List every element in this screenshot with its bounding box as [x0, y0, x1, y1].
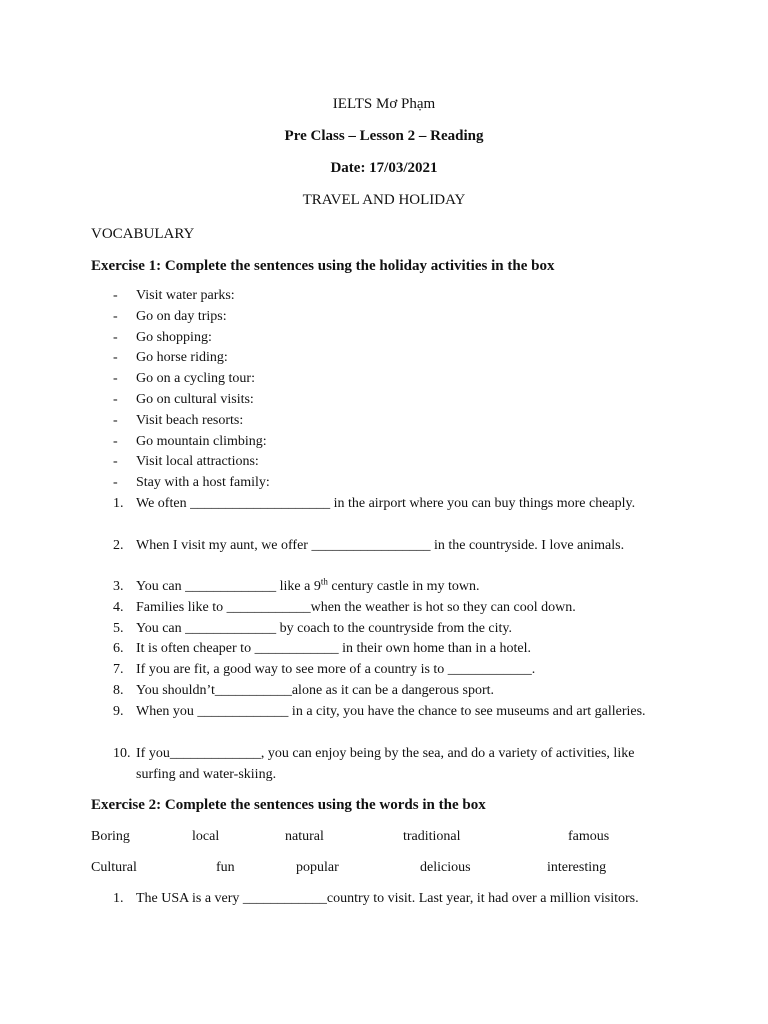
- exercise2-title: Exercise 2: Complete the sentences using the words in the box: [91, 797, 486, 813]
- exercise1-title: Exercise 1: Complete the sentences using the holiday activities in the box: [91, 258, 555, 274]
- list-item: - Go on cultural visits:: [113, 392, 254, 407]
- list-item: - Go on day trips:: [113, 308, 227, 324]
- list-item: - Visit water parks:: [113, 288, 235, 303]
- list-item: 6. It is often cheaper to ____________ in their own home than in a hotel.: [113, 641, 532, 656]
- list-item: 1. The USA is a very ____________country to visit. Last year, it had over a million visitors.: [113, 891, 639, 906]
- list-item: - Stay with a host family:: [113, 475, 270, 491]
- word-box-item: popular: [296, 860, 339, 875]
- list-item: 8. You shouldn’t___________alone as it can be a dangerous sport.: [113, 683, 494, 698]
- list-item: - Go on a cycling tour:: [113, 371, 255, 387]
- word-box-item: fun: [216, 860, 235, 875]
- list-item: 10. If you_____________, you can enjoy being by the sea, and do a variety of activities, like surfing and water-skiing.: [113, 746, 635, 782]
- topic-title: TRAVEL AND HOLIDAY: [302, 192, 466, 208]
- list-item: 4. Families like to ____________when the weather is hot so they can cool down.: [113, 600, 576, 615]
- list-item: 7. If you are fit, a good way to see more of a country is to ____________.: [113, 662, 536, 677]
- list-item: 2. When I visit my aunt, we offer _________________ in the countryside. I love animals.: [113, 538, 625, 553]
- word-box-item: local: [192, 829, 220, 844]
- list-item: 9. When you _____________ in a city, you have the chance to see museums and art galleries.: [113, 704, 646, 719]
- word-box-item: delicious: [420, 860, 471, 875]
- list-item: - Go mountain climbing:: [113, 433, 267, 449]
- word-box-item: Cultural: [91, 860, 137, 875]
- list-item: - Go shopping:: [113, 329, 212, 345]
- word-box-item: Boring: [91, 829, 130, 844]
- list-item: 5. You can _____________ by coach to the countryside from the city.: [113, 621, 512, 636]
- school-name: IELTS Mơ Phạm: [332, 96, 436, 112]
- word-box-row-2: [0, 858, 768, 878]
- word-box-row-1: [0, 827, 768, 847]
- list-item: - Visit beach resorts:: [113, 412, 244, 428]
- list-item: - Go horse riding:: [113, 350, 228, 366]
- word-box-item: famous: [568, 829, 610, 844]
- word-box-item: traditional: [403, 829, 461, 844]
- lesson-date: Date: 17/03/2021: [330, 160, 438, 176]
- vocabulary-heading: VOCABULARY: [91, 226, 195, 242]
- word-box-item: natural: [285, 829, 324, 844]
- list-item: - Visit local attractions:: [113, 454, 259, 470]
- list-item: 1. We often ____________________ in the airport where you can buy things more cheaply.: [113, 496, 636, 511]
- lesson-title: Pre Class – Lesson 2 – Reading: [284, 128, 484, 144]
- list-item: 3. You can _____________ like a 9th century castle in my town.: [113, 576, 480, 594]
- word-box-item: interesting: [547, 860, 607, 875]
